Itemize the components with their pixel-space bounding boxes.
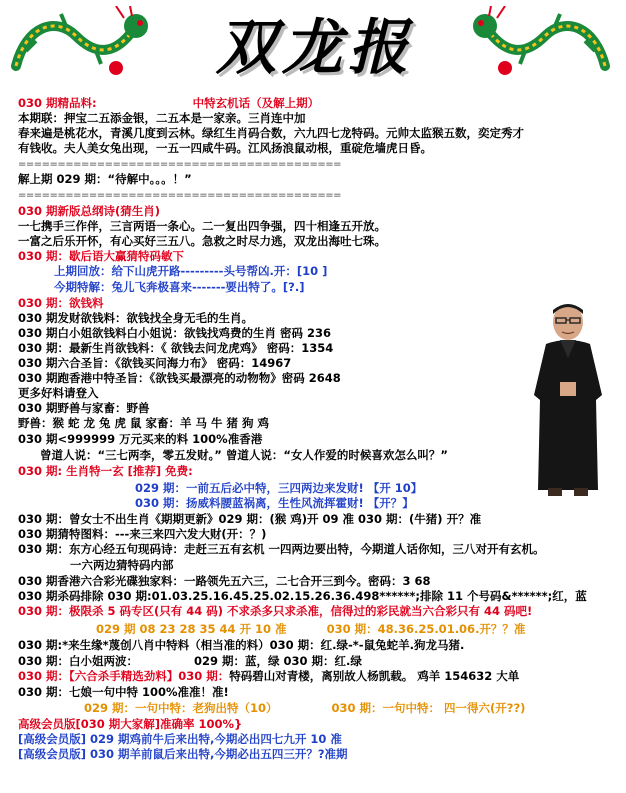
divider: ========================================= xyxy=(18,190,342,201)
section-heading: 030 期：欲钱料 xyxy=(18,296,104,310)
page-title: 双龙报 xyxy=(216,13,414,83)
text-line: 029 期：一前五后必中特，三四两边来发财! 【开 10】 xyxy=(135,481,423,495)
text-line: 野兽：猴 蛇 龙 兔 虎 鼠 家畜：羊 马 牛 猪 狗 鸡 xyxy=(18,416,270,430)
text-line: 030 期：扬威料腰蓝祸离，生性风流挥霍财! 【开？】 xyxy=(135,496,414,510)
text-line: 029 期：一句中特：老狗出特（10） 030 期：一句中特： 四一得六(开??) xyxy=(84,701,526,715)
text-line: [高级会员版] 029 期鸡前牛后来出特,今期必出四七九开 10 准 xyxy=(18,732,342,746)
text-line: 030 期<999999 万元买来的料 100%准香港 xyxy=(18,432,263,446)
text-line: 030 期：白小姐两波： 029 期：蓝，绿 030 期：红.绿 xyxy=(18,654,362,668)
text-line: 030 期跑香港中特圣旨：《欲钱买最漂亮的动物物》密码 2648 xyxy=(18,371,341,385)
text-line: 030 期野兽与家畜：野兽 xyxy=(18,401,150,415)
text-line: 一七携手三作伴，三言两语一条心。二一复出四争强，四十相逢五开放。 xyxy=(18,219,386,233)
chinese-dragon-left-icon xyxy=(6,6,156,84)
text-line: 030 期：东方心经五句现码诗：走赶三五有玄机 一四两边要出特，今期道人话你知，三八对开有玄机。 xyxy=(18,542,545,556)
text-line: 有钱收。夫人美女兔出现，一五一四咸牛码。江风扬浪鼠动根，重碇危墙虎日昏。 xyxy=(18,141,432,155)
text-line: 本期联：押宝二五添金银，二五本是一家亲。三肖连中加 xyxy=(18,111,306,125)
divider: ========================================= xyxy=(18,159,342,170)
text-line: 解上期 029 期：“待解中。。。！” xyxy=(18,172,192,186)
text-line: 高级会员版[030 期大家解]准确率 100%} xyxy=(18,717,243,731)
text-line: 030 期：极限杀 5 码专区(只有 44 码) 不求杀多只求杀准，信得过的彩民就当六合彩只有 44 码吧! xyxy=(18,604,533,618)
text-line: 030 期：最新生肖欲钱料：《 欲钱去问龙虎鸡》 密码：1354 xyxy=(18,341,334,355)
text-line: 一富之后乐开怀，有心买好三五八。急救之时尽力逃，双龙出海吐七珠。 xyxy=(18,234,386,248)
text-line: [高级会员版] 030 期羊前鼠后来出特,今期必出五四三开？?准期 xyxy=(18,747,348,761)
text-line: 030 期香港六合彩光碟独家料：一路领先五六三，二七合开三到今。密码：3 68 xyxy=(18,574,431,588)
text-line: 030 期精品料: 中特玄机话（及解上期） xyxy=(18,96,320,110)
section-heading: 030 期: 生肖特一玄 [推荐] 免费: xyxy=(18,464,193,478)
text-line: 030 期:*来生缘*蔑创八肖中特料（相当准的料）030 期：红.绿-*-鼠兔蛇羊.狗龙马猪. xyxy=(18,638,465,652)
text-line: 今期特解：兔儿飞奔极喜来-------要出特了。[?.] xyxy=(54,280,305,294)
text-line: 春来遍是桃花水，青溪几度到云林。绿红生肖码合数，六九四七龙特码。元帅太监猴五数，奕定秀才 xyxy=(18,126,524,140)
text-line: 029 期 08 23 28 35 44 开 10 准 030 期：48.36.25.01.06.开？？准 xyxy=(96,622,526,636)
text-line: 030 期杀码排除 030 期:01.03.25.16.45.25.02.15.26.36.498******;排除 11 个号码&******;红，蓝 xyxy=(18,589,587,603)
text-line: 030 期发财欲钱料：欲钱找全身无毛的生肖。 xyxy=(18,311,254,325)
text-line: 030 期六合圣旨：《欲钱买问海力布》 密码：14967 xyxy=(18,356,292,370)
section-heading: 030 期新版总纲诗(猜生肖) xyxy=(18,204,161,218)
man-in-traditional-robe-icon xyxy=(520,300,616,500)
text-line: 030 期：曾女士不出生肖《期期更新》029 期：(猴 鸡)开 09 准 030 期：(牛猪) 开？准 xyxy=(18,512,482,526)
text-line: 030 期猜特图料：---来三来四六发大财(开：？) xyxy=(18,527,267,541)
text-line: 030 期：七娘一句中特 100%准准！准! xyxy=(18,685,229,699)
text-line: 030 期白小姐欲钱料白小姐说：欲钱找鸡费的生肖 密码 236 xyxy=(18,326,332,340)
text-line: 一六两边猜特码内部 xyxy=(70,558,174,572)
text-line: 更多好料请登入 xyxy=(18,386,99,400)
text-line: 030 期：【六合杀手精选劲料】030 期：特码碧山对青楼，离别故人杨凯载。 鸡羊 154632 大单 xyxy=(18,669,520,683)
chinese-dragon-right-icon xyxy=(465,6,615,84)
text-line: 上期回放：给下山虎开路---------头号帮凶.开：[10 ] xyxy=(54,264,328,278)
text-line: 曾道人说：“三七两李，零五发财。” 曾道人说：“女人作爱的时候喜欢怎么叫？” xyxy=(40,448,448,462)
section-heading: 030 期：歇后语大赢猜特码敏下 xyxy=(18,249,185,263)
